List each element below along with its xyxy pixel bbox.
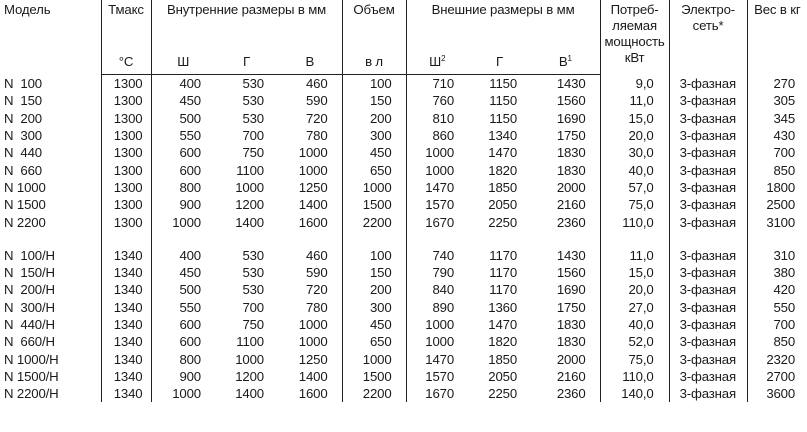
cell-power: 15,0 [600, 264, 669, 281]
cell-volume: 1000 [342, 350, 406, 367]
spacer-cell [215, 231, 278, 247]
cell-weight: 3100 [747, 213, 807, 230]
cell-weight: 310 [747, 247, 807, 264]
cell-power: 140,0 [600, 385, 669, 402]
cell-weight: 3600 [747, 385, 807, 402]
spacer-cell [151, 231, 215, 247]
cell-internal-height: 1400 [298, 368, 328, 384]
cell-external-height: 1830 [556, 317, 586, 332]
cell-internal-depth: 700 [242, 299, 264, 315]
cell-power: 15,0 [600, 110, 669, 127]
table-row [0, 127, 807, 144]
cell-internal-height: 590 [305, 265, 328, 281]
cell-network: 3-фазная [669, 299, 747, 316]
table-row [0, 316, 807, 333]
table-row [0, 299, 807, 316]
spacer-cell [101, 231, 151, 247]
cell-model: N 2200/H [4, 386, 59, 402]
subheader-ext-width-label: Ш [429, 54, 442, 69]
cell-network: 3-фазная [669, 179, 747, 196]
cell-network: 3-фазная [669, 161, 747, 178]
cell-network: 3-фазная [669, 75, 747, 93]
cell-tmax: 1300 [101, 144, 151, 161]
spacer-cell [600, 231, 669, 247]
table-row [0, 281, 807, 298]
cell-external-depth: 1170 [489, 282, 518, 298]
cell-external-height: 1750 [556, 299, 586, 315]
cell-weight: 2700 [747, 368, 807, 385]
subheader-ext-width [406, 48, 468, 75]
cell-external-depth: 1150 [489, 110, 518, 126]
cell-external-width: 840 [406, 281, 468, 298]
footnote-marker: 1 [567, 54, 572, 63]
cell-internal-height: 1250 [298, 351, 328, 367]
cell-internal-width: 800 [151, 350, 215, 367]
table-row [0, 196, 807, 213]
cell-power: 110,0 [600, 213, 669, 230]
header-internal-dimensions: Внутренние размеры в мм [151, 0, 342, 48]
cell-model: N 660/H [4, 334, 55, 350]
cell-external-depth: 1340 [488, 128, 518, 144]
cell-internal-depth: 1100 [236, 162, 264, 178]
cell-internal-depth: 1200 [235, 197, 264, 213]
cell-internal-depth: 530 [242, 93, 264, 109]
cell-external-height: 1690 [556, 110, 586, 126]
cell-internal-width: 600 [151, 333, 215, 350]
cell-power: 75,0 [600, 350, 669, 367]
cell-tmax: 1300 [101, 179, 151, 196]
cell-tmax: 1340 [101, 264, 151, 281]
cell-power: 9,0 [600, 75, 669, 93]
cell-model: N 1500/H [4, 368, 59, 384]
cell-internal-width: 1000 [151, 213, 215, 230]
subheader-int-height: В [278, 48, 342, 75]
cell-volume: 300 [342, 127, 406, 144]
cell-external-depth: 1470 [488, 317, 518, 332]
cell-weight: 305 [747, 92, 807, 109]
cell-external-width: 740 [406, 247, 468, 264]
cell-volume: 2200 [342, 385, 406, 402]
cell-model: N 660 [4, 162, 42, 178]
cell-external-width: 1470 [406, 350, 468, 367]
cell-power: 40,0 [600, 161, 669, 178]
cell-internal-width: 600 [151, 144, 215, 161]
cell-power: 27,0 [600, 299, 669, 316]
cell-network: 3-фазная [669, 127, 747, 144]
header-external-dimensions: Внешние размеры в мм [406, 0, 600, 48]
cell-internal-height: 1600 [298, 214, 328, 230]
cell-network: 3-фазная [669, 333, 747, 350]
cell-volume: 450 [342, 144, 406, 161]
cell-volume: 200 [342, 281, 406, 298]
spacer-cell [278, 231, 342, 247]
cell-power: 20,0 [600, 281, 669, 298]
cell-internal-width: 1000 [151, 385, 215, 402]
cell-internal-height: 780 [305, 128, 328, 144]
cell-weight: 700 [747, 144, 807, 161]
cell-external-height: 1430 [556, 76, 586, 92]
cell-volume: 150 [342, 92, 406, 109]
cell-internal-height: 780 [305, 299, 328, 315]
cell-external-depth: 1820 [488, 334, 518, 350]
cell-external-height: 2160 [556, 197, 586, 213]
subheader-ext-depth: Г [468, 48, 531, 75]
cell-internal-height: 720 [305, 282, 328, 298]
cell-external-width: 1000 [406, 144, 468, 161]
cell-external-height: 2160 [556, 368, 586, 384]
cell-internal-depth: 750 [242, 145, 264, 161]
cell-weight: 1800 [747, 179, 807, 196]
cell-external-depth: 1850 [488, 351, 518, 367]
cell-external-height: 1750 [556, 128, 586, 144]
cell-volume: 100 [342, 247, 406, 264]
cell-internal-height: 1400 [298, 197, 328, 213]
cell-volume: 450 [342, 316, 406, 333]
subheader-int-width: Ш [151, 48, 215, 75]
cell-internal-height: 460 [305, 247, 328, 263]
cell-tmax: 1300 [101, 127, 151, 144]
cell-power: 20,0 [600, 127, 669, 144]
cell-internal-depth: 530 [242, 265, 264, 281]
cell-network: 3-фазная [669, 92, 747, 109]
cell-internal-width: 800 [151, 179, 215, 196]
table-row [0, 368, 807, 385]
cell-internal-width: 450 [151, 92, 215, 109]
cell-volume: 650 [342, 333, 406, 350]
cell-external-width: 1570 [406, 196, 468, 213]
cell-tmax: 1300 [101, 196, 151, 213]
cell-volume: 150 [342, 264, 406, 281]
table-row [0, 110, 807, 127]
cell-tmax: 1300 [101, 75, 151, 93]
cell-model: N 1000 [4, 179, 46, 195]
cell-internal-height: 1000 [298, 334, 328, 350]
cell-weight: 850 [747, 333, 807, 350]
cell-network: 3-фазная [669, 144, 747, 161]
cell-weight: 380 [747, 264, 807, 281]
cell-network: 3-фазная [669, 264, 747, 281]
cell-internal-width: 900 [151, 368, 215, 385]
cell-power: 11,0 [600, 92, 669, 109]
cell-volume: 100 [342, 75, 406, 93]
header-tmax: Тмакс [101, 0, 151, 48]
cell-internal-depth: 530 [242, 110, 264, 126]
cell-model: N 440/H [4, 317, 55, 332]
cell-internal-height: 1600 [298, 386, 328, 402]
cell-internal-width: 550 [151, 299, 215, 316]
cell-network: 3-фазная [669, 350, 747, 367]
cell-internal-depth: 1000 [235, 351, 264, 367]
table-row [0, 333, 807, 350]
cell-internal-height: 720 [305, 110, 328, 126]
cell-network: 3-фазная [669, 196, 747, 213]
cell-weight: 420 [747, 281, 807, 298]
cell-weight: 2500 [747, 196, 807, 213]
table-row [0, 247, 807, 264]
cell-external-height: 1830 [556, 334, 586, 350]
cell-volume: 300 [342, 299, 406, 316]
cell-network: 3-фазная [669, 110, 747, 127]
table-row [0, 179, 807, 196]
cell-external-height: 1430 [556, 247, 586, 263]
spacer-cell [747, 231, 807, 247]
cell-model: N 100/H [4, 247, 55, 263]
cell-power: 52,0 [600, 333, 669, 350]
cell-model: N 1000/H [4, 351, 59, 367]
table-row [0, 75, 807, 93]
cell-tmax: 1340 [101, 316, 151, 333]
cell-tmax: 1340 [101, 368, 151, 385]
cell-tmax: 1340 [101, 385, 151, 402]
subheader-ext-height [531, 48, 600, 75]
cell-internal-width: 550 [151, 127, 215, 144]
group-spacer [0, 231, 807, 247]
cell-external-width: 1470 [406, 179, 468, 196]
cell-power: 110,0 [600, 368, 669, 385]
cell-external-width: 890 [406, 299, 468, 316]
cell-internal-depth: 530 [242, 247, 264, 263]
cell-model: N 200 [4, 110, 42, 126]
subheader-tmax-unit: °C [101, 48, 151, 75]
cell-network: 3-фазная [669, 213, 747, 230]
cell-external-depth: 1150 [489, 93, 518, 109]
header-power-label: Потреб-ляемая мощность [604, 2, 665, 49]
cell-model: N 1500 [4, 197, 46, 213]
cell-internal-depth: 1100 [236, 334, 264, 350]
spacer-cell [0, 231, 101, 247]
cell-tmax: 1340 [101, 247, 151, 264]
cell-internal-height: 1250 [298, 179, 328, 195]
cell-external-depth: 2050 [488, 368, 518, 384]
cell-model: N 100 [4, 75, 42, 91]
subheader-volume-unit: в л [342, 48, 406, 75]
cell-tmax: 1340 [101, 299, 151, 316]
cell-external-height: 1690 [556, 282, 586, 298]
header-network: Электро-сеть* [669, 0, 747, 75]
cell-internal-height: 1000 [298, 145, 328, 161]
cell-network: 3-фазная [669, 368, 747, 385]
cell-external-depth: 1820 [488, 162, 518, 178]
header-weight: Вес в кг [747, 0, 807, 75]
cell-volume: 2200 [342, 213, 406, 230]
cell-tmax: 1340 [101, 333, 151, 350]
spacer-cell [342, 231, 406, 247]
cell-internal-width: 500 [151, 110, 215, 127]
spacer-cell [531, 231, 600, 247]
cell-weight: 270 [747, 75, 807, 93]
cell-external-width: 1670 [406, 385, 468, 402]
header-volume: Объем [342, 0, 406, 48]
cell-model: N 2200 [4, 214, 46, 230]
cell-internal-depth: 700 [242, 128, 264, 144]
table-row [0, 350, 807, 367]
cell-internal-depth: 1000 [235, 179, 264, 195]
cell-internal-depth: 750 [242, 317, 264, 332]
cell-tmax: 1340 [101, 281, 151, 298]
spacer-cell [669, 231, 747, 247]
cell-internal-depth: 530 [242, 282, 264, 298]
cell-external-depth: 1170 [489, 247, 518, 263]
cell-power: 30,0 [600, 144, 669, 161]
cell-external-width: 1670 [406, 213, 468, 230]
cell-external-width: 810 [406, 110, 468, 127]
cell-weight: 2320 [747, 350, 807, 367]
table-row [0, 213, 807, 230]
spacer-cell [406, 231, 468, 247]
cell-external-width: 1570 [406, 368, 468, 385]
cell-internal-depth: 1200 [235, 368, 264, 384]
cell-external-width: 1000 [406, 333, 468, 350]
cell-external-height: 1560 [556, 93, 586, 109]
cell-volume: 1500 [342, 368, 406, 385]
cell-internal-height: 1000 [298, 317, 328, 332]
cell-external-depth: 2250 [488, 214, 518, 230]
cell-external-width: 1000 [406, 316, 468, 333]
cell-external-width: 760 [406, 92, 468, 109]
cell-tmax: 1340 [101, 350, 151, 367]
cell-tmax: 1300 [101, 92, 151, 109]
cell-external-width: 790 [406, 264, 468, 281]
cell-external-depth: 1170 [489, 265, 518, 281]
cell-external-depth: 2250 [488, 386, 518, 402]
cell-network: 3-фазная [669, 316, 747, 333]
table-body [0, 75, 807, 403]
cell-model: N 300 [4, 128, 42, 144]
cell-volume: 1000 [342, 179, 406, 196]
cell-internal-width: 400 [151, 75, 215, 93]
cell-external-depth: 2050 [488, 197, 518, 213]
cell-external-height: 2000 [556, 179, 586, 195]
cell-volume: 200 [342, 110, 406, 127]
table-row [0, 264, 807, 281]
cell-internal-width: 600 [151, 316, 215, 333]
cell-power: 57,0 [600, 179, 669, 196]
cell-internal-height: 590 [305, 93, 328, 109]
cell-internal-depth: 530 [242, 76, 264, 92]
cell-network: 3-фазная [669, 247, 747, 264]
cell-tmax: 1300 [101, 110, 151, 127]
cell-external-depth: 1470 [488, 145, 518, 161]
table-row [0, 92, 807, 109]
cell-internal-depth: 1400 [235, 386, 264, 402]
header-power-unit: кВт [624, 50, 645, 65]
cell-weight: 345 [747, 110, 807, 127]
cell-tmax: 1300 [101, 161, 151, 178]
cell-external-height: 2360 [556, 386, 586, 402]
cell-external-width: 710 [406, 75, 468, 93]
cell-internal-width: 450 [151, 264, 215, 281]
cell-external-depth: 1150 [489, 76, 518, 92]
cell-external-height: 1830 [556, 145, 586, 161]
header-model: Модель [4, 2, 51, 17]
cell-internal-width: 600 [151, 161, 215, 178]
cell-internal-height: 460 [305, 76, 328, 92]
cell-internal-depth: 1400 [235, 214, 264, 230]
cell-internal-width: 500 [151, 281, 215, 298]
cell-weight: 850 [747, 161, 807, 178]
table-row [0, 144, 807, 161]
cell-tmax: 1300 [101, 213, 151, 230]
cell-weight: 550 [747, 299, 807, 316]
footnote-marker: 2 [441, 54, 446, 63]
cell-power: 11,0 [600, 247, 669, 264]
cell-power: 75,0 [600, 196, 669, 213]
cell-external-height: 1830 [556, 162, 586, 178]
cell-external-width: 860 [406, 127, 468, 144]
cell-network: 3-фазная [669, 281, 747, 298]
cell-model: N 300/H [4, 299, 55, 315]
cell-weight: 430 [747, 127, 807, 144]
cell-external-depth: 1850 [488, 179, 518, 195]
cell-external-depth: 1360 [488, 299, 518, 315]
cell-model: N 150/H [4, 265, 55, 281]
cell-model: N 440 [4, 145, 42, 161]
cell-model: N 150 [4, 93, 42, 109]
cell-external-height: 2000 [556, 351, 586, 367]
cell-external-height: 1560 [556, 265, 586, 281]
cell-internal-height: 1000 [298, 162, 328, 178]
spacer-cell [468, 231, 531, 247]
cell-power: 40,0 [600, 316, 669, 333]
cell-external-width: 1000 [406, 161, 468, 178]
subheader-int-depth: Г [215, 48, 278, 75]
cell-volume: 1500 [342, 196, 406, 213]
cell-volume: 650 [342, 161, 406, 178]
cell-external-height: 2360 [556, 214, 586, 230]
table-row [0, 161, 807, 178]
cell-model: N 200/H [4, 282, 55, 298]
table-row [0, 385, 807, 402]
table-header [0, 0, 807, 75]
cell-weight: 700 [747, 316, 807, 333]
subheader-ext-height-label: В [558, 54, 568, 69]
header-power [600, 0, 669, 75]
cell-network: 3-фазная [669, 385, 747, 402]
cell-internal-width: 900 [151, 196, 215, 213]
cell-internal-width: 400 [151, 247, 215, 264]
